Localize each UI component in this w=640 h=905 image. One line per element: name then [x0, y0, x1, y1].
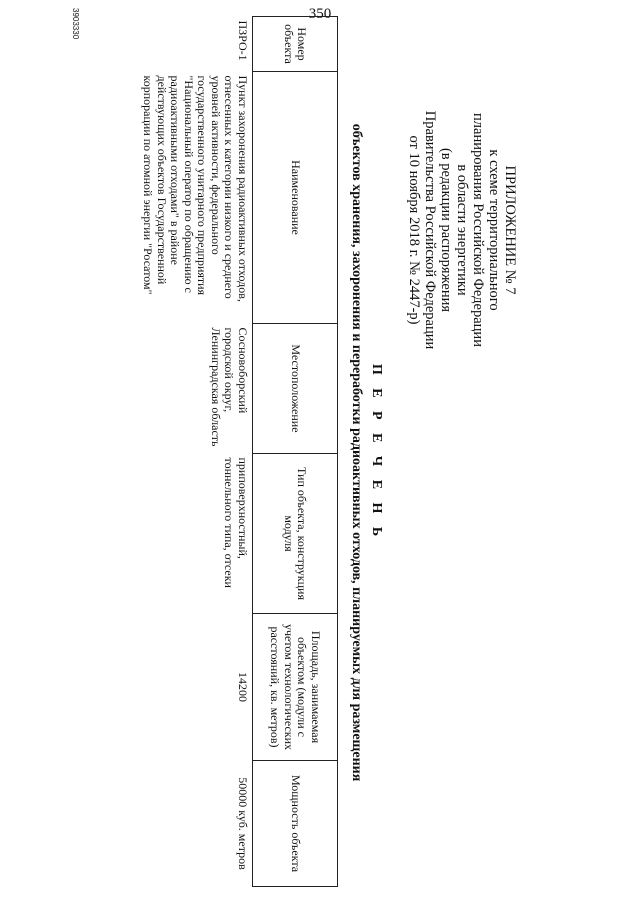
appendix-line: к схеме территориального [486, 149, 502, 311]
document-subtitle: объектов хранения, захоронения и переработки радиоактивных отходов, планируемых для размещения [349, 123, 364, 782]
document-title: П Е Р Е Ч Е Н Ь [369, 363, 384, 542]
cell-number: ПЗРО-1 [138, 17, 253, 72]
table-row [138, 17, 253, 887]
cell-name: Пункт захоронения радиоактивных отходов, отнесенных к категории низкого и среднего уровней активности, федерального государственного унитарного предприятия "Национальный оператор по обращению с радиоактивными отходами" в районе действующих объектов Государственной корпорации по атомной энергии "Росатом" [138, 72, 253, 324]
appendix-line: от 10 ноября 2018 г. № 2447-р) [406, 135, 422, 325]
cell-capacity: 50000 куб. метров [138, 761, 253, 887]
appendix-line: планирования Российской Федерации [470, 113, 486, 347]
table-header-row [253, 17, 338, 887]
cell-type: приповерхностный, тоннельного типа, отсеки [138, 454, 253, 614]
header-name: Наименование [253, 72, 338, 324]
page-number: 350 [308, 6, 332, 22]
appendix-block [406, 90, 518, 370]
header-number: Номер объекта [253, 17, 338, 72]
appendix-line: в области энергетики [454, 164, 470, 296]
header-type: Тип объекта, конструкция модуля [253, 454, 338, 614]
appendix-line: (в редакции распоряжения [438, 147, 454, 313]
appendix-line: Правительства Российской Федерации [422, 110, 438, 350]
header-location: Местоположение [253, 324, 338, 454]
header-area: Площадь, занимаемая объектом (модули с учетом технологических расстояний, кв. метров) [253, 614, 338, 761]
objects-table [138, 16, 338, 887]
cell-area: 14200 [138, 614, 253, 761]
document-code: 3903330 [71, 8, 80, 40]
header-capacity: Мощность объекта [253, 761, 338, 887]
appendix-title: ПРИЛОЖЕНИЕ № 7 [502, 165, 518, 295]
cell-location: Сосновоборский городской округ, Ленинградская область [138, 324, 253, 454]
